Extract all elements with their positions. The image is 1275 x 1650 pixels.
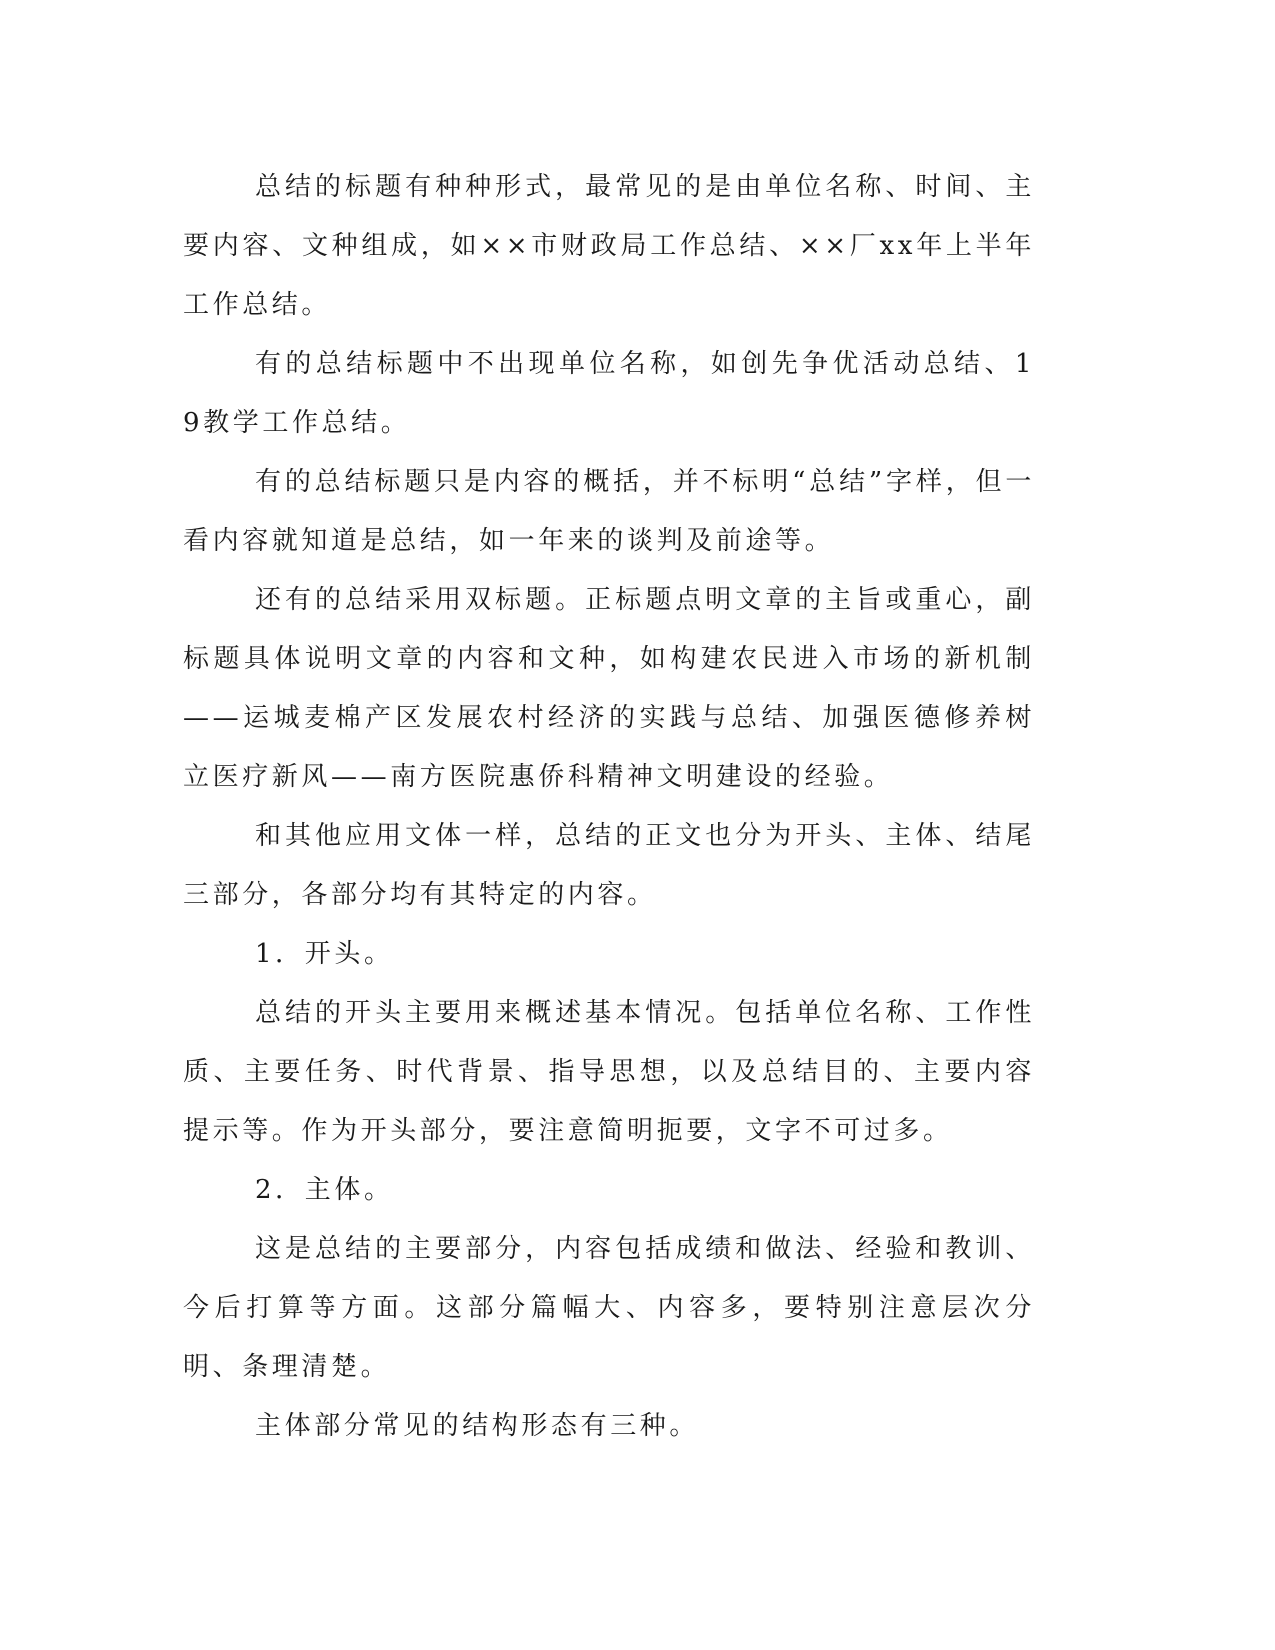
- paragraph-body-structure: 和其他应用文体一样，总结的正文也分为开头、主体、结尾三部分，各部分均有其特定的内容。: [183, 821, 1035, 910]
- paragraph-opening: 总结的开头主要用来概述基本情况。包括单位名称、工作性质、主要任务、时代背景、指导思想，以及总结目的、主要内容提示等。作为开头部分，要注意简明扼要，文字不可过多。: [183, 998, 1035, 1146]
- paragraph-content-summary-title: 有的总结标题只是内容的概括，并不标明“总结”字样，但一看内容就知道是总结，如一年来的谈判及前途等。: [183, 467, 1035, 556]
- paragraph-no-unit-name: 有的总结标题中不出现单位名称，如创先争优活动总结、19教学工作总结。: [183, 349, 1035, 438]
- paragraph-double-title: 还有的总结采用双标题。正标题点明文章的主旨或重心，副标题具体说明文章的内容和文种，如构建农民进入市场的新机制——运城麦棉产区发展农村经济的实践与总结、加强医德修养树立医疗新风——南方医院惠侨科精神文明建设的经验。: [183, 585, 1035, 792]
- paragraph-title-forms: 总结的标题有种种形式，最常见的是由单位名称、时间、主要内容、文种组成，如××市财政局工作总结、××厂xx年上半年工作总结。: [183, 172, 1035, 320]
- document-body: [183, 158, 1035, 1456]
- paragraph-main-body: 这是总结的主要部分，内容包括成绩和做法、经验和教训、今后打算等方面。这部分篇幅大、内容多，要特别注意层次分明、条理清楚。: [183, 1234, 1035, 1382]
- heading-main-body: 2．主体。: [255, 1175, 394, 1205]
- heading-opening: 1．开头。: [255, 939, 394, 969]
- paragraph-structure-types: 主体部分常见的结构形态有三种。: [255, 1411, 700, 1441]
